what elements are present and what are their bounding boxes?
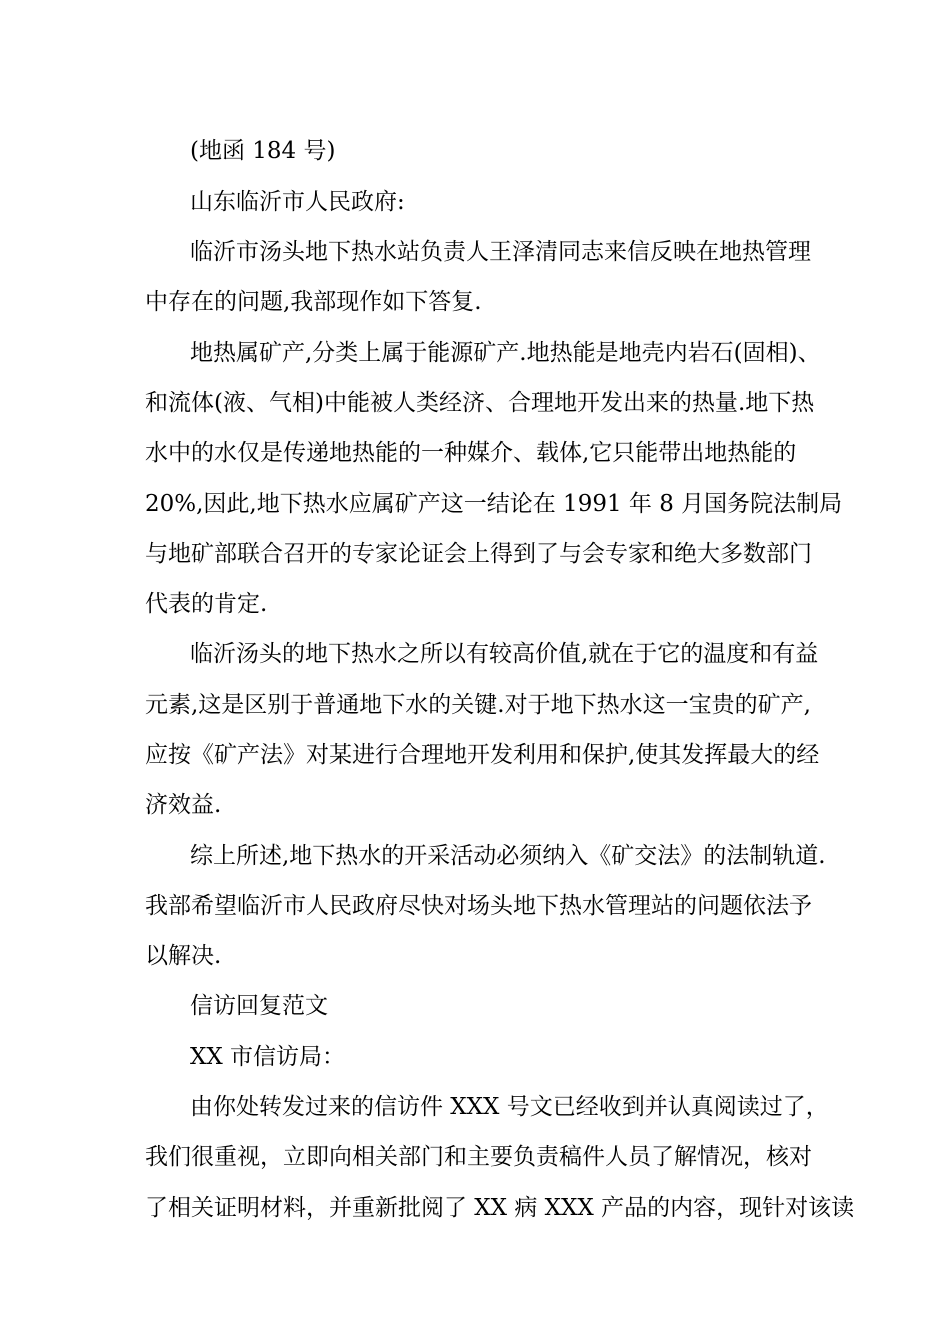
- paragraph-line: 临沂市汤头地下热水站负责人王泽清同志来信反映在地热管理: [190, 239, 811, 265]
- paragraph-line: 我们很重视，立即向相关部门和主要负责稿件人员了解情况，核对: [145, 1144, 812, 1170]
- paragraph-line: 临沂汤头的地下热水之所以有较高价值,就在于它的温度和有益: [190, 641, 819, 667]
- paragraph-line: 由你处转发过来的信访件 XXX 号文已经收到并认真阅读过了，: [190, 1094, 829, 1120]
- paragraph-line: 代表的肯定.: [145, 591, 268, 617]
- paragraph-line: 我部希望临沂市人民政府尽快对场头地下热水管理站的问题依法予: [145, 893, 812, 919]
- recipient-salutation: 山东临沂市人民政府:: [190, 189, 405, 215]
- paragraph-line: 济效益.: [145, 792, 222, 818]
- paragraph-line: 中存在的问题,我部现作如下答复.: [145, 289, 482, 315]
- paragraph-line: 地热属矿产,分类上属于能源矿产.地热能是地壳内岩石(固相)、: [190, 340, 821, 366]
- paragraph-line: 元素,这是区别于普通地下水的关键.对于地下热水这一宝贵的矿产,: [145, 692, 811, 718]
- paragraph-line: 20%,因此,地下热水应属矿产这一结论在 1991 年 8 月国务院法制局: [145, 491, 843, 517]
- paragraph-line: 与地矿部联合召开的专家论证会上得到了与会专家和绝大多数部门: [145, 541, 812, 567]
- section-title: 信访回复范文: [190, 993, 328, 1019]
- paragraph-line: 以解决.: [145, 943, 222, 969]
- doc-reference-number: (地函 184 号): [190, 138, 336, 164]
- paragraph-line: 应按《矿产法》对某进行合理地开发利用和保护,使其发挥最大的经: [145, 742, 820, 768]
- recipient-salutation: XX 市信访局：: [190, 1044, 346, 1070]
- paragraph-line: 水中的水仅是传递地热能的一种媒介、载体,它只能带出地热能的: [145, 440, 797, 466]
- paragraph-line: 了相关证明材料，并重新批阅了 XX 病 XXX 产品的内容，现针对该读: [145, 1195, 855, 1221]
- paragraph-line: 综上所述,地下热水的开采活动必须纳入《矿交法》的法制轨道.: [190, 843, 826, 869]
- paragraph-line: 和流体(液、气相)中能被人类经济、合理地开发出来的热量.地下热: [145, 390, 815, 416]
